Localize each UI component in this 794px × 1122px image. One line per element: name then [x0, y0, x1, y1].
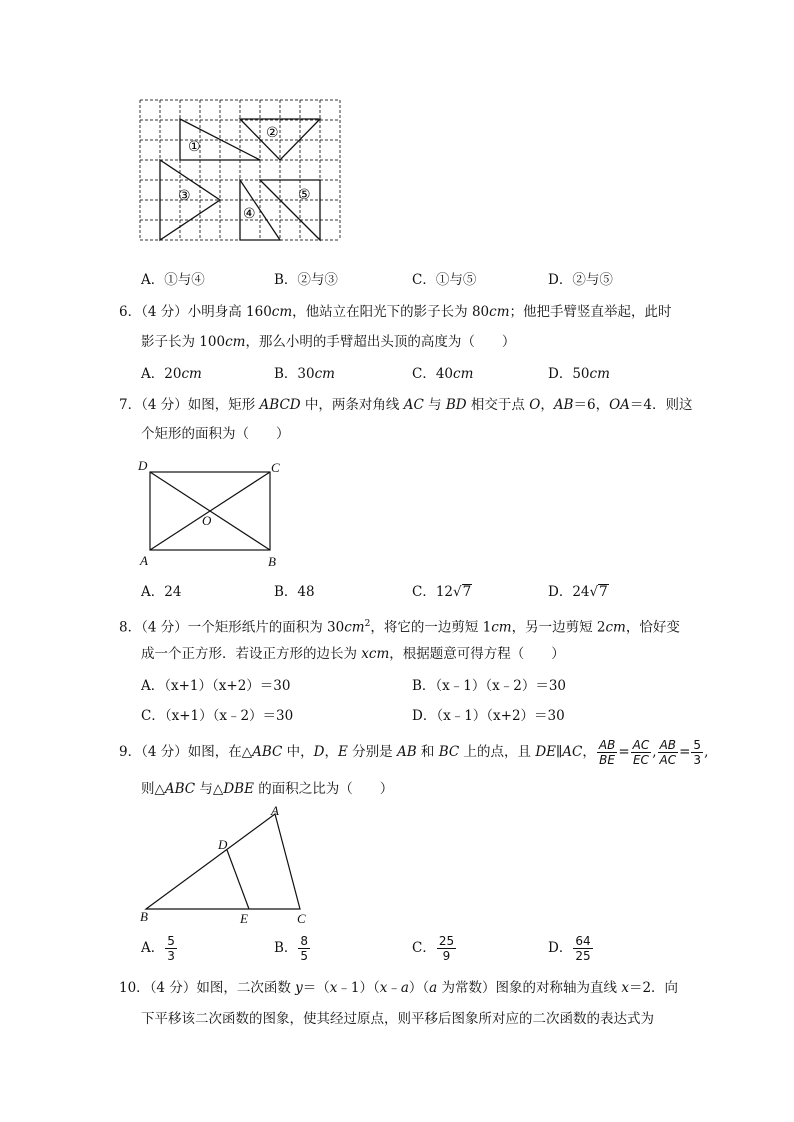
- q9-option-d: D． $\frac{64}{25}$: [548, 934, 591, 963]
- shape-label-1: ①: [188, 139, 201, 155]
- shape-5: [260, 180, 320, 240]
- q6-stem-line1: 6．（4 分）小明身高 160cm，他站立在阳光下的影子长为 80cm；他把手臂竖直举起，此时: [119, 304, 672, 320]
- q9-stem-line2: 则△ABC 与△DBE 的面积之比为（ ）: [141, 781, 394, 797]
- q6-option-d: D．50cm: [548, 366, 610, 382]
- q9-label-a: A: [271, 803, 279, 818]
- q9-fraction-ac-ec: $\frac{AC}{EC}$: [632, 738, 650, 767]
- q5-option-d: D．②与⑤: [548, 272, 613, 288]
- q8-stem-line2: 成一个正方形．若设正方形的边长为 xcm，根据题意可得方程（ ）: [141, 646, 565, 662]
- shape-label-2: ②: [266, 125, 279, 141]
- q7-stem-line2: 个矩形的面积为（ ）: [141, 426, 290, 442]
- q9-triangle-figure: [145, 808, 315, 918]
- shape-label-3: ③: [178, 188, 191, 204]
- q6-option-c: C．40cm: [412, 366, 474, 382]
- q7-option-d: D．24√7: [548, 584, 608, 600]
- q8-option-d: D．（x﹣1）（x+2）＝30: [412, 708, 565, 724]
- q7-rectangle-figure: [149, 471, 289, 566]
- shape-label-5: ⑤: [298, 187, 311, 203]
- q6-stem-line2: 影子长为 100cm，那么小明的手臂超出头顶的高度为（ ）: [141, 334, 516, 350]
- q8-option-b: B．（x﹣1）（x﹣2）＝30: [412, 678, 567, 694]
- q7-option-b: B．48: [274, 584, 315, 600]
- q9-option-a: A． $\frac{5}{3}$: [141, 934, 175, 963]
- q6-option-b: B．30cm: [274, 366, 335, 382]
- q8-option-a: A．（x+1）（x+2）＝30: [141, 678, 291, 694]
- q9-option-b: B． $\frac{8}{5}$: [274, 934, 309, 963]
- q7-stem-line1: 7．（4 分）如图，矩形 ABCD 中，两条对角线 AC 与 BD 相交于点 O，AB＝6，OA＝4．则这: [119, 397, 693, 413]
- q9-label-e: E: [240, 911, 248, 926]
- q5-grid-figure: [135, 97, 345, 247]
- q7-label-a: A: [140, 553, 148, 568]
- shape-label-4: ④: [243, 206, 256, 222]
- q8-option-c: C．（x+1）（x﹣2）＝30: [141, 708, 294, 724]
- q9-label-b: B: [140, 909, 148, 924]
- q10-stem-line2: 下平移该二次函数的图象，使其经过原点，则平移后图象所对应的二次函数的表达式为: [141, 1011, 654, 1027]
- q9-option-c: C． $\frac{25}{9}$: [412, 934, 455, 963]
- q7-option-a: A．24: [141, 584, 182, 600]
- q7-label-b: B: [268, 554, 276, 569]
- q9-fraction-ab-be: $\frac{AB}{BE}$: [598, 738, 616, 767]
- q6-option-a: A．20cm: [141, 366, 202, 382]
- q9-label-c: C: [297, 911, 306, 926]
- q9-label-d: D: [218, 837, 228, 852]
- q9-fraction-5-3: $\frac{5}{3}$: [693, 738, 702, 767]
- segment-de: [227, 850, 249, 909]
- triangle-abc: [146, 814, 300, 909]
- q7-label-o: O: [202, 513, 212, 528]
- q5-option-b: B．②与③: [274, 272, 338, 288]
- q7-option-c: C．12√7: [412, 584, 472, 600]
- q8-stem-line1: 8．（4 分）一个矩形纸片的面积为 $30cm^2$，将它的一边剪短 1cm，另一边剪短 2cm，恰好变: [119, 619, 680, 636]
- q5-option-c: C．①与⑤: [412, 272, 477, 288]
- q7-label-d: D: [138, 458, 148, 473]
- q10-stem-line1: 10．（4 分）如图，二次函数 y＝（x﹣1）（x﹣a）（a 为常数）图象的对称轴为直线 x＝2．向: [119, 980, 679, 996]
- q9-stem-line1: 9．（4 分）如图，在△ABC 中，D，E 分别是 AB 和 BC 上的点，且 DE∥AC， $\frac{AB}{BE}$ = $\frac{AC}{EC}$ , $\frac{AB}{AC}$ = $\frac{5}{3}$ ,: [119, 738, 709, 767]
- q7-label-c: C: [271, 460, 280, 475]
- q5-option-a: A．①与④: [141, 272, 205, 288]
- q9-fraction-ab-ac: $\frac{AB}{AC}$: [659, 738, 677, 767]
